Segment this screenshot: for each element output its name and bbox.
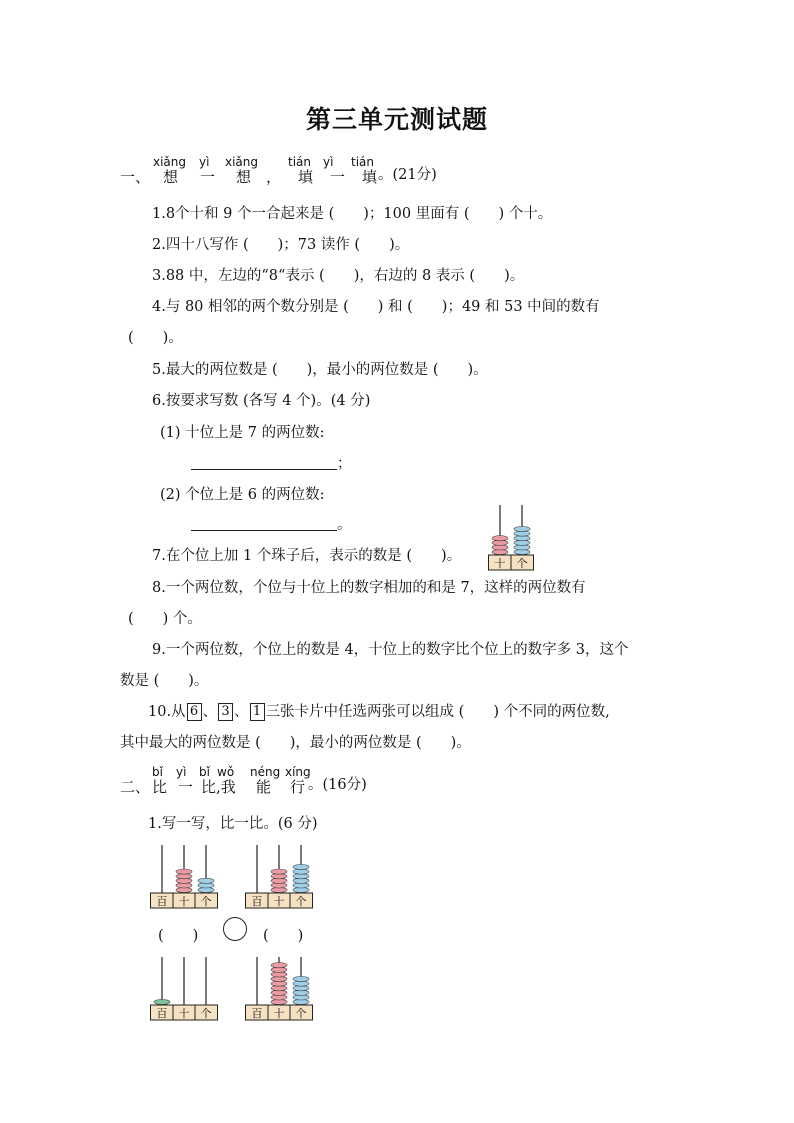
abacus-label-ge: 个 — [200, 895, 212, 908]
question-8-line2: ( ) 个。 — [128, 611, 202, 627]
question-5: 5.最大的两位数是 ( )，最小的两位数是 ( )。 — [152, 362, 488, 378]
abacus-label-ge: 个 — [295, 1007, 307, 1020]
section1-hanzi-4: ， — [266, 168, 282, 186]
card-separator: 、 — [202, 704, 218, 720]
abacus-label-ge: 个 — [516, 557, 528, 570]
question-10-rest: 三张卡片中任选两张可以组成 ( ) 个不同的两位数, — [265, 704, 610, 720]
abacus-top-left — [150, 843, 224, 909]
abacus-label-shi: 十 — [178, 1007, 190, 1020]
answer-blank-left[interactable]: ( ) — [158, 928, 199, 944]
abacus-bead — [293, 864, 309, 869]
section1-hanzi-3: 想 — [236, 168, 252, 186]
section1-pinyin-6: tián — [351, 155, 374, 169]
section2-pinyin-1: bǐ — [152, 765, 163, 779]
abacus-bead — [271, 869, 287, 874]
question-3: 3.88 中，左边的“8“表示 ( )，右边的 8 表示 ( )。 — [152, 268, 525, 284]
section2-hanzi-5: 行 — [290, 778, 306, 796]
section1-hanzi-2: 一 — [200, 168, 216, 186]
section2-hanzi-1: 比 — [152, 778, 168, 796]
card-separator: 、 — [234, 704, 249, 720]
question-10-prefix: 10.从 — [148, 704, 186, 720]
question-6-part2-end: 。 — [337, 517, 352, 533]
abacus-bead — [154, 999, 170, 1004]
section1-score: 。(21分) — [378, 167, 437, 183]
question-9-line2: 数是 ( )。 — [120, 673, 209, 689]
compare-circle[interactable] — [223, 917, 247, 941]
section2-pinyin-5: néng — [250, 765, 281, 779]
section2-pinyin-3: bǐ — [199, 765, 210, 779]
section1-hanzi-5: 填 — [298, 168, 314, 186]
abacus-bottom-left — [150, 955, 224, 1021]
section1-pinyin-4: tián — [288, 155, 311, 169]
number-card-6: 6 — [187, 703, 202, 721]
section1-pinyin-1: xiǎng — [153, 155, 187, 169]
abacus-label-ge: 个 — [200, 1007, 212, 1020]
section1-hanzi-6: 一 — [330, 168, 346, 186]
answer-blank-right[interactable]: ( ) — [263, 928, 304, 944]
question-4-line2: ( )。 — [128, 330, 183, 346]
number-card-3: 3 — [218, 703, 233, 721]
page-title: 第三单元测试题 — [305, 105, 488, 134]
abacus-bead — [271, 963, 287, 968]
abacus-label-bai: 百 — [156, 895, 168, 908]
question-6-part1-end: ； — [337, 456, 352, 472]
abacus-bead — [198, 878, 214, 883]
section1-number: 一、 — [120, 168, 151, 186]
question-6-part1: (1) 十位上是 7 的两位数: — [160, 425, 325, 441]
abacus-label-shi: 十 — [178, 895, 190, 908]
abacus-bead — [293, 976, 309, 981]
abacus-label-bai: 百 — [251, 1007, 263, 1020]
section1-pinyin-3: xiǎng — [225, 155, 259, 169]
section1-hanzi-1: 想 — [163, 168, 179, 186]
abacus-label-shi: 十 — [273, 1007, 285, 1020]
question-10-line1 — [148, 703, 610, 721]
section1-pinyin-2: yì — [199, 155, 210, 169]
abacus-top-right — [245, 843, 319, 909]
question-6: 6.按要求写数 (各写 4 个)。(4 分) — [152, 393, 371, 409]
answer-line-6-1[interactable] — [191, 469, 337, 470]
abacus-bead — [492, 536, 508, 541]
section2-score: 。(16分) — [308, 777, 367, 793]
abacus-label-ge: 个 — [295, 895, 307, 908]
section2-hanzi-4: 能 — [256, 778, 272, 796]
abacus-label-bai: 百 — [251, 895, 263, 908]
section2-number: 二、 — [120, 778, 151, 796]
question-6-part2: (2) 个位上是 6 的两位数: — [160, 487, 325, 503]
abacus-label-bai: 百 — [156, 1007, 168, 1020]
abacus-question-7 — [488, 503, 554, 571]
abacus-bottom-right — [245, 955, 319, 1021]
number-card-1: 1 — [250, 703, 265, 721]
answer-line-6-2[interactable] — [191, 530, 337, 531]
section1-pinyin-5: yì — [323, 155, 334, 169]
question-8-line1: 8.一个两位数，个位与十位上的数字相加的和是 7，这样的两位数有 — [152, 580, 586, 596]
section2-pinyin-2: yì — [176, 765, 187, 779]
section2-pinyin-6: xíng — [285, 765, 311, 779]
question-7: 7.在个位上加 1 个珠子后，表示的数是 ( )。 — [152, 548, 462, 564]
question-9-line1: 9.一个两位数，个位上的数是 4，十位上的数字比个位上的数字多 3，这个 — [152, 642, 629, 658]
section2-pinyin-4: wǒ — [217, 765, 235, 779]
abacus-label-shi: 十 — [273, 895, 285, 908]
abacus-bead — [176, 869, 192, 874]
question-10-line2: 其中最大的两位数是 ( )，最小的两位数是 ( )。 — [120, 735, 471, 751]
question-2: 2.四十八写作 ( )；73 读作 ( )。 — [152, 237, 410, 253]
section2-hanzi-3: 比,我 — [201, 778, 236, 796]
question-4-line1: 4.与 80 相邻的两个数分别是 ( ) 和 ( )；49 和 53 中间的数有 — [152, 299, 600, 315]
abacus-label-shi: 十 — [494, 557, 506, 570]
section2-question-1: 1.写一写，比一比。(6 分) — [148, 816, 318, 832]
question-1: 1.8个十和 9 个一合起来是 ( )；100 里面有 ( ) 个十。 — [152, 206, 553, 222]
section1-hanzi-7: 填 — [362, 168, 378, 186]
section2-hanzi-2: 一 — [178, 778, 194, 796]
abacus-bead — [514, 526, 530, 531]
